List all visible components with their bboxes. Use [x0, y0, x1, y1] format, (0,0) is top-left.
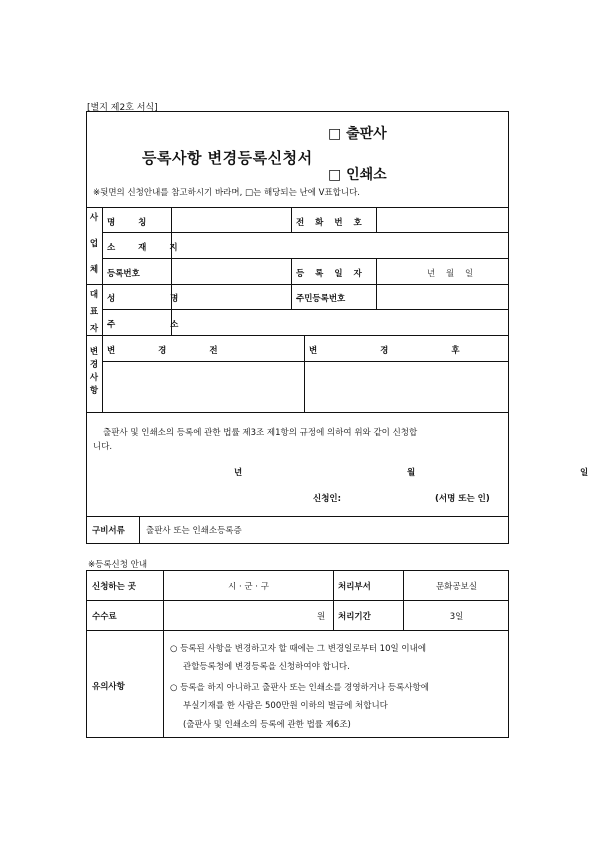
- fee-value: 원: [317, 612, 326, 622]
- phone-label: 전 화 번 호: [296, 218, 366, 228]
- documents-value: 출판사 또는 인쇄소등록증: [146, 526, 242, 536]
- note-1: ○ 등록된 사항을 변경하고자 할 때에는 그 변경일로부터 10일 이내에: [170, 644, 427, 654]
- section-label-business: 사 업 체: [89, 213, 99, 275]
- rep-name-label: 성 명: [107, 294, 205, 304]
- form-number-label: [별지 제2호 서식]: [87, 103, 158, 113]
- instruction-note: ※뒷면의 신청안내를 참고하시기 바라며, □는 해당되는 난에 V표합니다.: [93, 188, 360, 198]
- reg-no-field[interactable]: [172, 259, 290, 283]
- dept-value: 문화공보실: [435, 582, 478, 592]
- dept-label: 처리부서: [338, 582, 371, 592]
- phone-field[interactable]: [377, 208, 507, 232]
- declaration-text: 출판사 및 인쇄소의 등록에 관한 법률 제3조 제1항의 규정에 의하여 위와 같이 신청합: [103, 428, 418, 438]
- signature-label: (서명 또는 인): [435, 494, 490, 504]
- applicant-label: 신청인:: [313, 494, 342, 504]
- where-value: 시 · 군 · 구: [228, 582, 269, 592]
- address-field[interactable]: [172, 233, 507, 257]
- reg-date-field[interactable]: 년 월 일: [427, 269, 474, 279]
- documents-label: 구비서류: [92, 526, 125, 536]
- business-name-label: 명 칭: [107, 218, 157, 228]
- note-2: ○ 등록을 하지 아니하고 출판사 또는 인쇄소를 경영하거나 등록사항에: [170, 683, 429, 693]
- change-before-field[interactable]: [103, 362, 303, 411]
- period-label: 처리기간: [338, 612, 371, 622]
- checkbox-publisher[interactable]: □ 출판사: [328, 126, 387, 142]
- section-label-representative: 대 표 자: [89, 290, 99, 334]
- change-after-label: 변 경 후: [309, 346, 460, 356]
- fee-label: 수수료: [92, 612, 117, 622]
- note-2-cont: 부실기재를 한 사람은 500만원 이하의 벌금에 처합니다: [183, 701, 388, 711]
- declaration-date[interactable]: 년 월 일: [234, 468, 589, 478]
- note-2-ref: (출판사 및 인쇄소의 등록에 관한 법률 제6조): [183, 720, 351, 730]
- form-title: 등록사항 변경등록신청서: [142, 149, 313, 167]
- notes-label: 유의사항: [92, 682, 125, 692]
- business-name-field[interactable]: [172, 208, 290, 232]
- period-value: 3일: [449, 612, 464, 622]
- section-label-changes: 변 경 사 항: [89, 347, 99, 396]
- change-before-label: 변 경 전: [107, 346, 218, 356]
- rep-name-field[interactable]: [172, 285, 290, 309]
- note-1-cont: 관할등록청에 변경등록을 신청하여야 합니다.: [183, 662, 350, 672]
- rep-address-field[interactable]: [172, 310, 507, 334]
- where-label: 신청하는 곳: [92, 582, 137, 592]
- guide-heading: ※등록신청 안내: [88, 560, 148, 570]
- reg-date-label: 등 록 일 자: [296, 269, 366, 279]
- rep-id-label: 주민등록번호: [296, 294, 346, 304]
- address-label: 소 재 지: [107, 243, 188, 253]
- rep-address-label: 주 소: [107, 320, 205, 330]
- reg-no-label: 등록번호: [107, 269, 140, 279]
- checkbox-printer[interactable]: □ 인쇄소: [328, 167, 387, 183]
- change-after-field[interactable]: [305, 362, 507, 411]
- rep-id-field[interactable]: [377, 285, 507, 309]
- declaration-text-cont: 니다.: [93, 442, 113, 452]
- guide-table: [86, 570, 509, 738]
